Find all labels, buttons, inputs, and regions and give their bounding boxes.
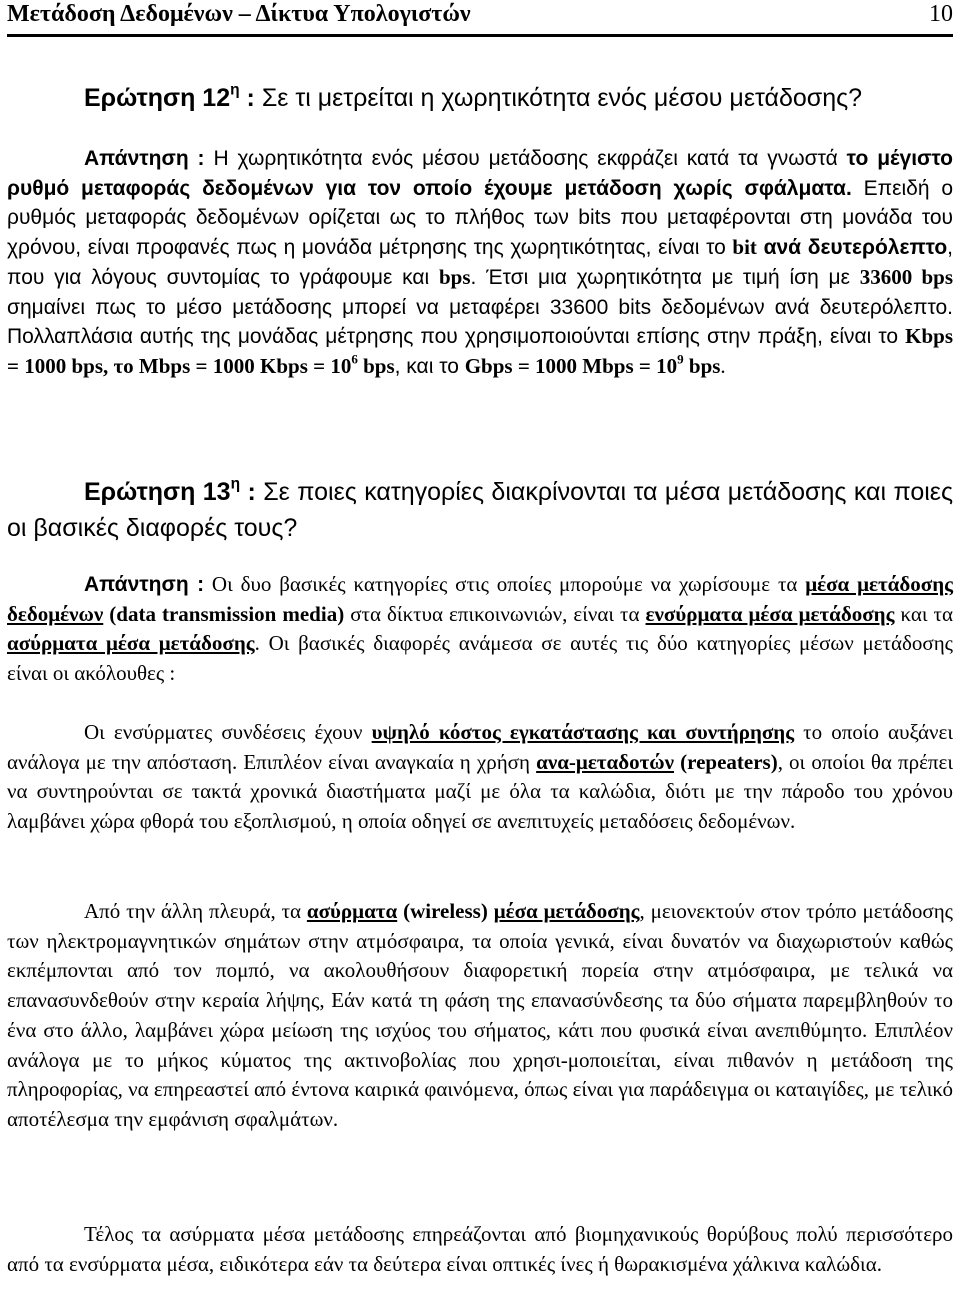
answer-12-text-6: , και το bbox=[394, 354, 465, 378]
answer-13-bold-2: (data transmission media) bbox=[103, 601, 345, 626]
wired-bold-3: (repeaters) bbox=[674, 749, 778, 774]
wireless-bold-2: (wireless) bbox=[397, 899, 494, 923]
answer-12-text-3: , που για λόγους συντομίας το γράφουμε και bbox=[7, 236, 953, 289]
page-number: 10 bbox=[929, 1, 953, 27]
noise-text-1: Τέλος τα ασύρματα μέσα μετάδοσης επηρεάζονται από βιομηχανικούς θορύβους πολύ περισσότερο από τα ενσύρματα μέσα, ειδικότερα εάν τα δεύτερα είναι οπτικές ίνες ή θωρακισμένα χάλκινα καλώδια. bbox=[7, 1222, 953, 1276]
question-12-sep: : bbox=[239, 84, 255, 112]
wireless-text-2: , μειονεκτούν στον τρόπο μετάδοσης των ηλεκτρομαγνητικών σημάτων στην ατμόσφαιρα, τα οποία γενικά, είναι δυνατόν να διαχωριστούν καθώς εκπέμπονται από τον πομπό, να ακολουθήσουν διαφορετική πορεία στην ατμόσφαιρα, με τελικά να επανασυνδεθούν στην κεραία λήψης, Εάν κατά τη φάση της επανασύνδεσης τα δύο σήματα παρεμβληθούν το ένα στο άλλο, λαμβάνει χώρα μείωση της ισχύος του σήματος, κάτι που φυσικά είναι ανεπιθύμητο. Επιπλέον ανάλογα με το μήκος κύματος της ακτινοβολίας που χρησι-μοποιείται, είναι πιθανόν η μετάδοση της πληροφορίας, να επηρεαστεί από έντονα καιρικά φαινόμενα, όπως είναι για παράδειγμα οι καταιγίδες, με τελικό αποτέλεσμα την εμφάνιση σφαλμάτων. bbox=[7, 899, 953, 1131]
question-13-sup: η bbox=[230, 475, 241, 493]
answer-13-label: Απάντηση : bbox=[84, 573, 205, 596]
answer-12-text-1: Η χωρητικότητα ενός μέσου μετάδοσης εκφράζει κατά τα γνωστά bbox=[204, 147, 847, 170]
question-13-text: Σε ποιες κατηγορίες διακρίνονται τα μέσα μετάδοσης και ποιες οι βασικές διαφορές τους? bbox=[7, 478, 953, 542]
answer-12-bold-7: bps bbox=[357, 353, 395, 378]
wireless-bold-1: ασύρματα bbox=[306, 899, 398, 923]
answer-13-text-2: στα δίκτυα επικοινωνιών, είναι τα bbox=[344, 601, 646, 626]
question-12 bbox=[7, 80, 953, 116]
answer-12-sup-9: 9 bbox=[677, 351, 684, 367]
answer-12-bold-2b: ανά δευτερόλεπτο bbox=[756, 236, 948, 260]
page-header bbox=[7, 0, 953, 37]
answer-12-bold-5: Kbps = 1000 bps, bbox=[7, 324, 953, 378]
answer-13-bold-4: ασύρματα μέσα μετάδοσης bbox=[7, 631, 255, 656]
question-13-label: Ερώτηση 13 bbox=[84, 478, 231, 506]
answer-12-bold-3: bps bbox=[439, 264, 471, 289]
answer-13-text-1: Οι δυο βασικές κατηγορίες στις οποίες μπορούμε να χωρίσουμε τα bbox=[204, 572, 806, 596]
answer-13-bold-3: ενσύρματα μέσα μετάδοσης bbox=[645, 601, 895, 626]
answer-12-bold-6: το Mbps = 1000 Kbps = 10 bbox=[108, 353, 352, 378]
answer-12-text-2: Επειδή ο ρυθμός μεταφοράς δεδομένων ορίζεται ως το πλήθος των bits που μεταφέρονται στη μονάδα του χρόνου, είναι προφανές πως η μονάδα μέτρησης της χωρητικότητας, είναι το bbox=[7, 176, 953, 260]
answer-12-sup-6: 6 bbox=[351, 351, 358, 367]
answer-12-text-5: σημαίνει πως το μέσο μετάδοσης μπορεί να μεταφέρει 33600 bits δεδομένων ανά δευτερόλεπτο. Πολλαπλάσια αυτής της μονάδας μέτρησης που χρησιμοποιούνται επίσης στην πράξη, είναι το bbox=[7, 295, 953, 349]
question-12-sup: η bbox=[230, 81, 240, 99]
paragraph-wired bbox=[7, 718, 953, 837]
wired-bold-2: ανα-μεταδοτών bbox=[536, 749, 675, 774]
answer-13-bold-1: μέσα μετάδοσης δεδομένων bbox=[7, 572, 954, 626]
wireless-bold-3: μέσα μετάδοσης bbox=[493, 899, 640, 923]
paragraph-noise bbox=[7, 1220, 953, 1279]
answer-12-bold-9: bps bbox=[683, 353, 721, 378]
answer-12-bold-8: Gbps = 1000 Mbps = 10 bbox=[464, 353, 678, 378]
answer-13-text-3: και τα bbox=[894, 601, 954, 626]
answer-12-text-4: . Έτσι μια χωρητικότητα με τιμή ίση με bbox=[470, 265, 860, 289]
wired-text-2: το οποίο αυξάνει ανάλογα με την απόσταση. Επιπλέον είναι αναγκαία η χρήση bbox=[7, 720, 954, 774]
question-13 bbox=[7, 474, 953, 546]
header-title: Μετάδοση Δεδομένων – Δίκτυα Υπολογιστών bbox=[7, 1, 471, 27]
question-12-label: Ερώτηση 12 bbox=[84, 84, 231, 112]
question-12-text: Σε τι μετρείται η χωρητικότητα ενός μέσου μετάδοσης? bbox=[254, 84, 863, 112]
wireless-text-1: Από την άλλη πλευρά, τα bbox=[84, 899, 307, 923]
paragraph-wireless bbox=[7, 897, 953, 1135]
question-13-sep: : bbox=[240, 478, 256, 506]
wired-text-3: , οι οποίοι θα πρέπει να συντηρούνται σε τακτά χρονικά διαστήματα μαζί με όλα τα καλώδια, διότι με την πάροδο του χρόνου λαμβάνει χώρα φθορά του εξοπλισμού, η οποία οδηγεί σε ανεπιτυχείς μεταδόσεις δεδομένων. bbox=[7, 749, 953, 834]
answer-12-bold-2a: bit bbox=[732, 235, 757, 260]
wired-bold-1: υψηλό κόστος εγκατάστασης και συντήρησης bbox=[371, 720, 795, 744]
answer-12 bbox=[7, 144, 953, 382]
answer-12-text-7: . bbox=[720, 353, 726, 378]
wired-text-1: Οι ενσύρματες συνδέσεις έχουν bbox=[84, 720, 372, 744]
answer-12-label: Απάντηση : bbox=[84, 147, 205, 170]
answer-12-bold-1: το μέγιστο ρυθμό μεταφοράς δεδομένων για τον οποίο έχουμε μετάδοση χωρίς σφάλματα. bbox=[7, 147, 954, 200]
answer-13 bbox=[7, 570, 953, 689]
answer-12-bold-4: 33600 bps bbox=[859, 264, 954, 289]
answer-13-text-4: . Οι βασικές διαφορές ανάμεσα σε αυτές τις δύο κατηγορίες μέσων μετάδοσης είναι οι ακόλουθες : bbox=[7, 631, 953, 686]
